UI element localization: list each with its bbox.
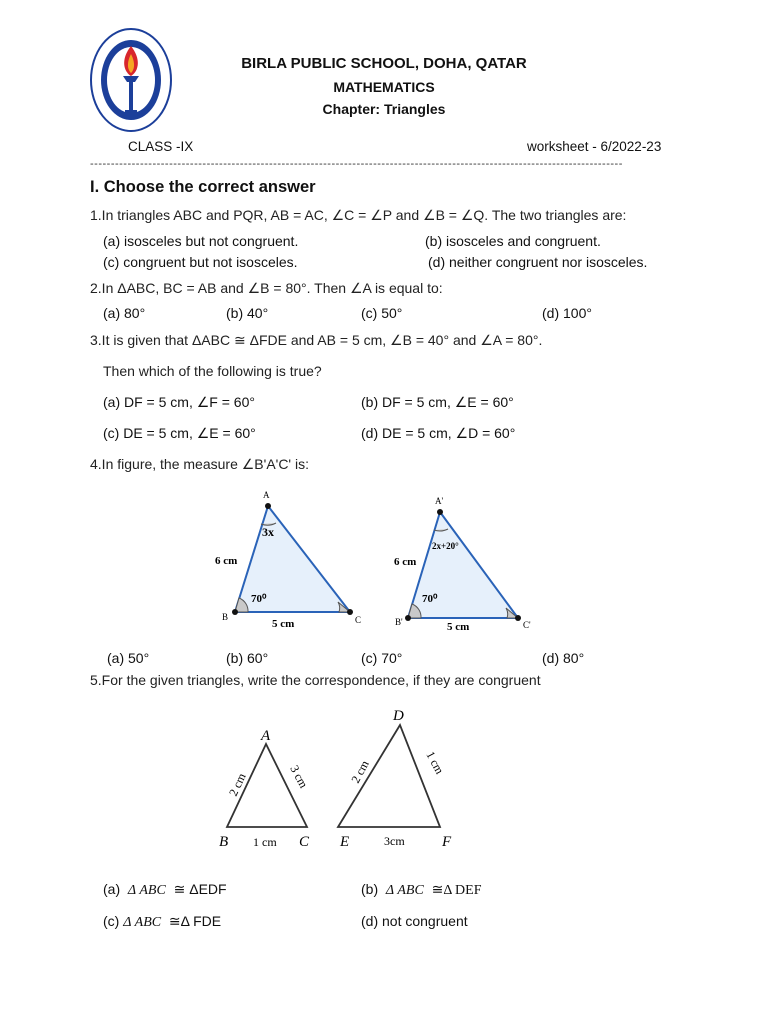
side-de-label: 2 cm	[348, 757, 372, 786]
angle-b-label: 70⁰	[251, 593, 267, 605]
vertex-f-label: F	[442, 834, 452, 850]
question-4: 4.In figure, the measure ∠B'A'C' is:	[90, 456, 309, 472]
vertex-b-label: B	[219, 834, 229, 850]
side-bc-label: 1 cm	[253, 835, 277, 849]
side-ac-label: 3 cm	[287, 762, 311, 791]
vertex-a-prime-label: A'	[435, 496, 444, 506]
question-3: 3.It is given that ΔABC ≅ ΔFDE and AB = 5 cm, ∠B = 40° and ∠A = 80°.	[90, 332, 543, 348]
side-ef-label: 3cm	[384, 834, 405, 848]
q1-option-a: (a) isosceles but not congruent.	[103, 233, 299, 249]
q2-option-a: (a) 80°	[103, 305, 146, 321]
q3-option-c: (c) DE = 5 cm, ∠E = 60°	[103, 425, 256, 441]
q5-figure-triangles	[210, 702, 470, 862]
vertex-c-label: C	[355, 615, 362, 625]
q4-figure-triangle-a-prime	[390, 492, 550, 638]
subject-title: MATHEMATICS	[333, 79, 435, 95]
vertex-b-prime-label: B'	[395, 617, 403, 627]
q3-option-b: (b) DF = 5 cm, ∠E = 60°	[361, 394, 514, 410]
chapter-title: Chapter: Triangles	[322, 101, 446, 117]
q3-option-d: (d) DE = 5 cm, ∠D = 60°	[361, 425, 516, 441]
question-1: 1.In triangles ABC and PQR, AB = AC, ∠C = ∠P and ∠B = ∠Q. The two triangles are:	[90, 207, 627, 223]
q1-option-c: (c) congruent but not isosceles.	[103, 254, 298, 270]
worksheet-label: worksheet - 6/2022-23	[527, 139, 662, 154]
q4-figure-triangle-abc	[210, 486, 370, 632]
school-name: BIRLA PUBLIC SCHOOL, DOHA, QATAR	[241, 55, 527, 72]
q5-option-d: (d) not congruent	[361, 913, 468, 929]
q2-option-b: (b) 40°	[226, 305, 269, 321]
vertex-c-prime-label: C'	[523, 620, 531, 630]
side-df-label: 1 cm	[423, 748, 447, 777]
q4-option-a: (a) 50°	[107, 650, 150, 666]
vertex-a-label: A	[261, 728, 271, 744]
q5-option-a: (a) Δ ABC ≅ ΔEDF	[103, 881, 227, 898]
side-ab-label: 2 cm	[226, 770, 249, 799]
question-3-line2: Then which of the following is true?	[103, 363, 322, 379]
vertex-c-label: C	[299, 834, 310, 850]
q1-option-d: (d) neither congruent nor isosceles.	[428, 254, 648, 270]
q2-option-c: (c) 50°	[361, 305, 403, 321]
q5-option-b: (b) Δ ABC ≅Δ DEF	[361, 881, 482, 898]
side-bc-prime-label: 5 cm	[447, 621, 470, 633]
vertex-e-label: E	[340, 834, 350, 850]
side-ab-label: 6 cm	[215, 555, 238, 567]
q4-option-b: (b) 60°	[226, 650, 269, 666]
question-5: 5.For the given triangles, write the correspondence, if they are congruent	[90, 672, 541, 688]
q3-option-a: (a) DF = 5 cm, ∠F = 60°	[103, 394, 255, 410]
side-ab-prime-label: 6 cm	[394, 556, 417, 568]
q1-option-b: (b) isosceles and congruent.	[425, 233, 601, 249]
q2-option-d: (d) 100°	[542, 305, 592, 321]
question-2: 2.In ΔABC, BC = AB and ∠B = 80°. Then ∠A is equal to:	[90, 280, 443, 296]
side-bc-label: 5 cm	[272, 618, 295, 630]
q4-option-c: (c) 70°	[361, 650, 403, 666]
angle-a-label: 3x	[262, 525, 274, 539]
angle-a-prime-label: 2x+20°	[432, 541, 459, 551]
section-title: I. Choose the correct answer	[90, 178, 316, 196]
vertex-a-label: A	[263, 490, 270, 500]
q4-option-d: (d) 80°	[542, 650, 585, 666]
class-label: CLASS -IX	[128, 139, 194, 154]
q5-option-c: (c) Δ ABC ≅Δ FDE	[103, 913, 222, 930]
vertex-b-label: B	[222, 612, 229, 622]
vertex-d-label: D	[393, 708, 404, 724]
angle-b-prime-label: 70⁰	[422, 593, 438, 605]
divider-line: --------------------------------------------------------------------------------------------------------------------------------	[90, 158, 623, 170]
